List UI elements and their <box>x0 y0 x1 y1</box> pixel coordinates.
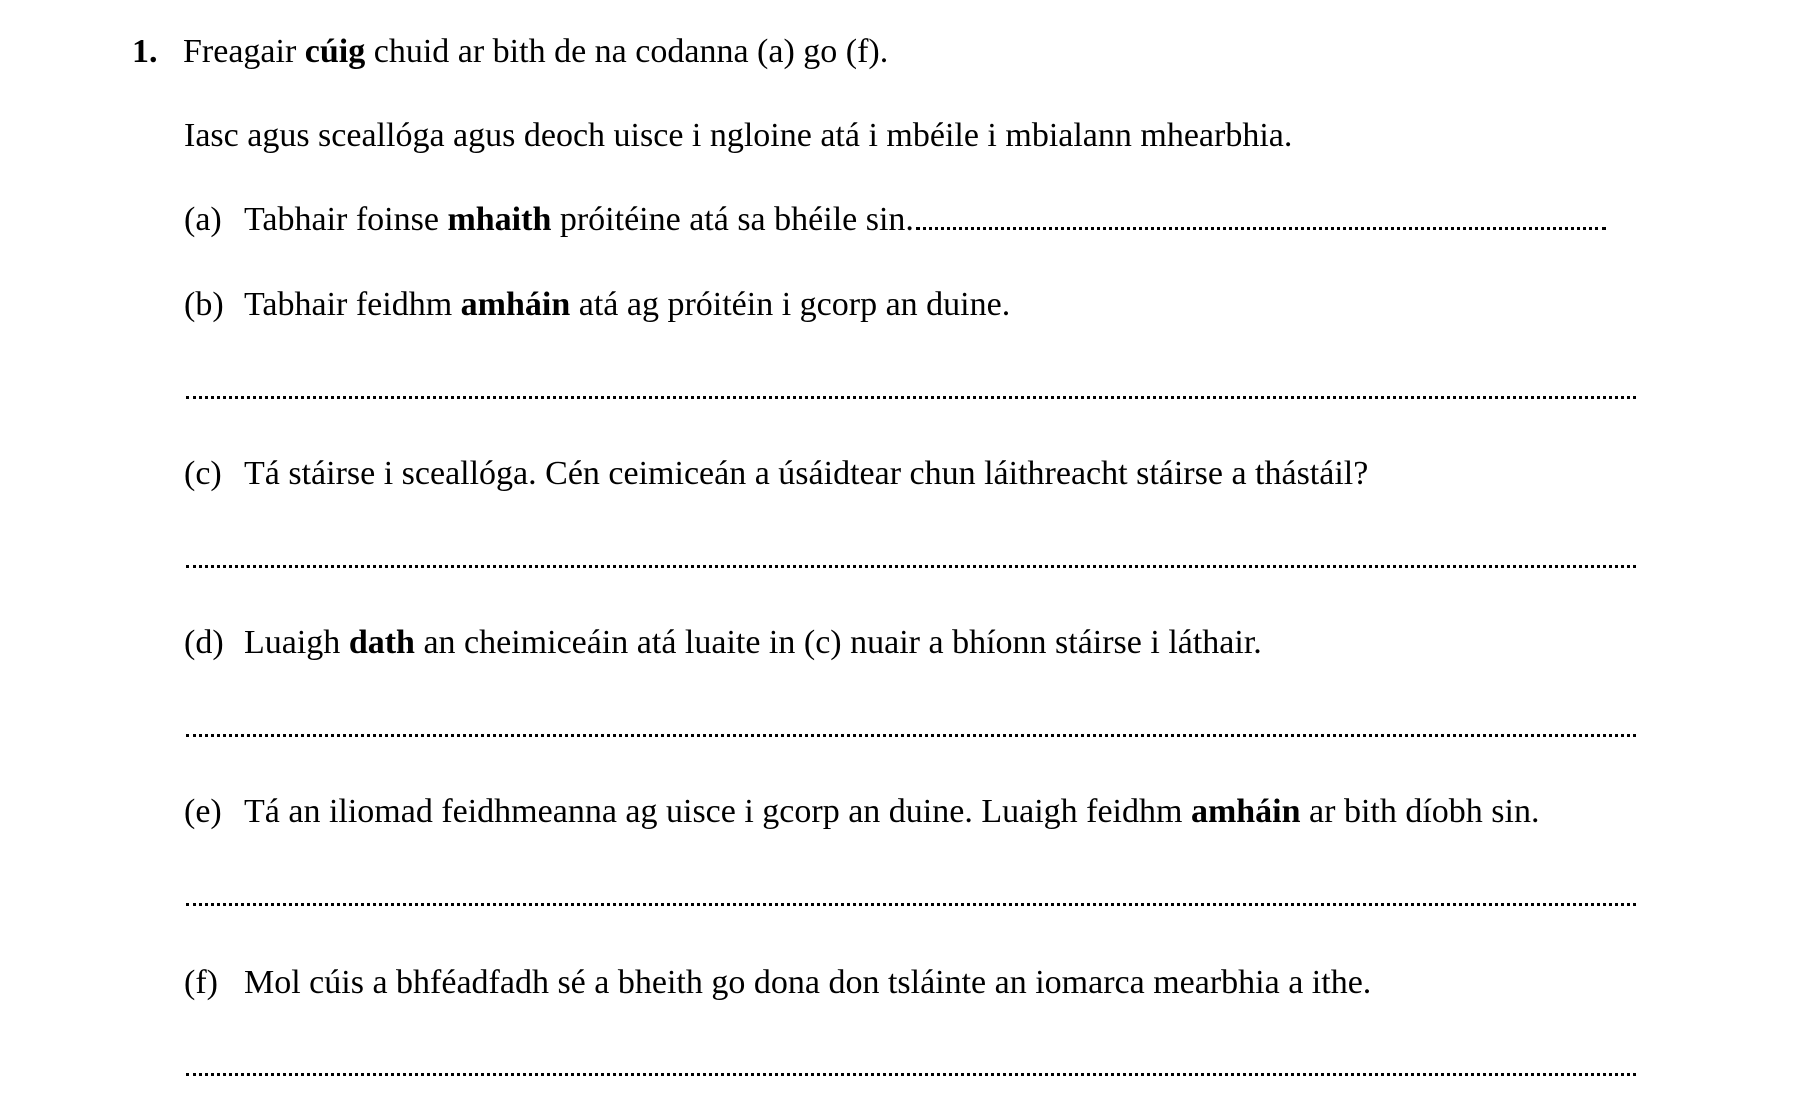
question-number: 1 <box>132 33 149 70</box>
text-fragment: Tá an iliomad feidhmeanna ag uisce i gcorp an duine. Luaigh feidhm <box>244 793 1191 830</box>
text-fragment: Freagair <box>183 33 305 70</box>
text-fragment: Tabhair foinse <box>244 201 448 238</box>
text-fragment: ar bith díobh sin. <box>1300 793 1540 830</box>
answer-line-a[interactable] <box>916 227 1606 230</box>
part-f <box>184 963 1371 1003</box>
question-context: Iasc agus sceallóga agus deoch uisce i ngloine atá i mbéile i mbialann mhearbhia. <box>184 117 1293 154</box>
part-c <box>184 454 1368 494</box>
text-fragment: cúig <box>304 33 366 70</box>
answer-line-b[interactable] <box>186 396 1636 399</box>
part-b <box>184 285 1010 325</box>
question-header: 1. Freagair cúig chuid ar bith de na codanna (a) go (f). <box>132 33 889 70</box>
answer-line-f[interactable] <box>186 1073 1636 1076</box>
answer-line-c[interactable] <box>186 565 1636 568</box>
text-fragment: atá ag próitéin i gcorp an duine. <box>570 286 1011 323</box>
text-fragment: (d) <box>184 624 224 661</box>
part-a <box>184 200 1606 240</box>
text-fragment: (a) <box>184 201 222 238</box>
text-fragment: Tá stáirse i sceallóga. Cén ceimiceán a úsáidtear chun láithreacht stáirse a thástáil? <box>244 455 1369 492</box>
text-fragment: amháin <box>460 286 571 323</box>
text-fragment: (f) <box>184 964 218 1001</box>
part-d <box>184 623 1262 663</box>
text-fragment: an cheimiceáin atá luaite in (c) nuair a bhíonn stáirse i láthair. <box>414 624 1262 661</box>
text-fragment: (c) <box>184 455 222 492</box>
text-fragment: Tabhair feidhm <box>244 286 461 323</box>
text-fragment: próitéine atá sa bhéile sin. <box>551 201 914 238</box>
answer-line-e[interactable] <box>186 903 1636 906</box>
text-fragment: mhaith <box>447 201 552 238</box>
text-fragment: (b) <box>184 286 224 323</box>
answer-line-d[interactable] <box>186 734 1636 737</box>
part-e <box>184 792 1539 832</box>
text-fragment: chuid ar bith de na codanna (a) go (f). <box>365 33 889 70</box>
text-fragment: (e) <box>184 793 222 830</box>
text-fragment: amháin <box>1190 793 1301 830</box>
text-fragment: Mol cúis a bhféadfadh sé a bheith go dona don tsláinte an iomarca mearbhia a ithe. <box>244 964 1372 1001</box>
text-fragment: dath <box>348 624 415 661</box>
text-fragment: Luaigh <box>244 624 349 661</box>
